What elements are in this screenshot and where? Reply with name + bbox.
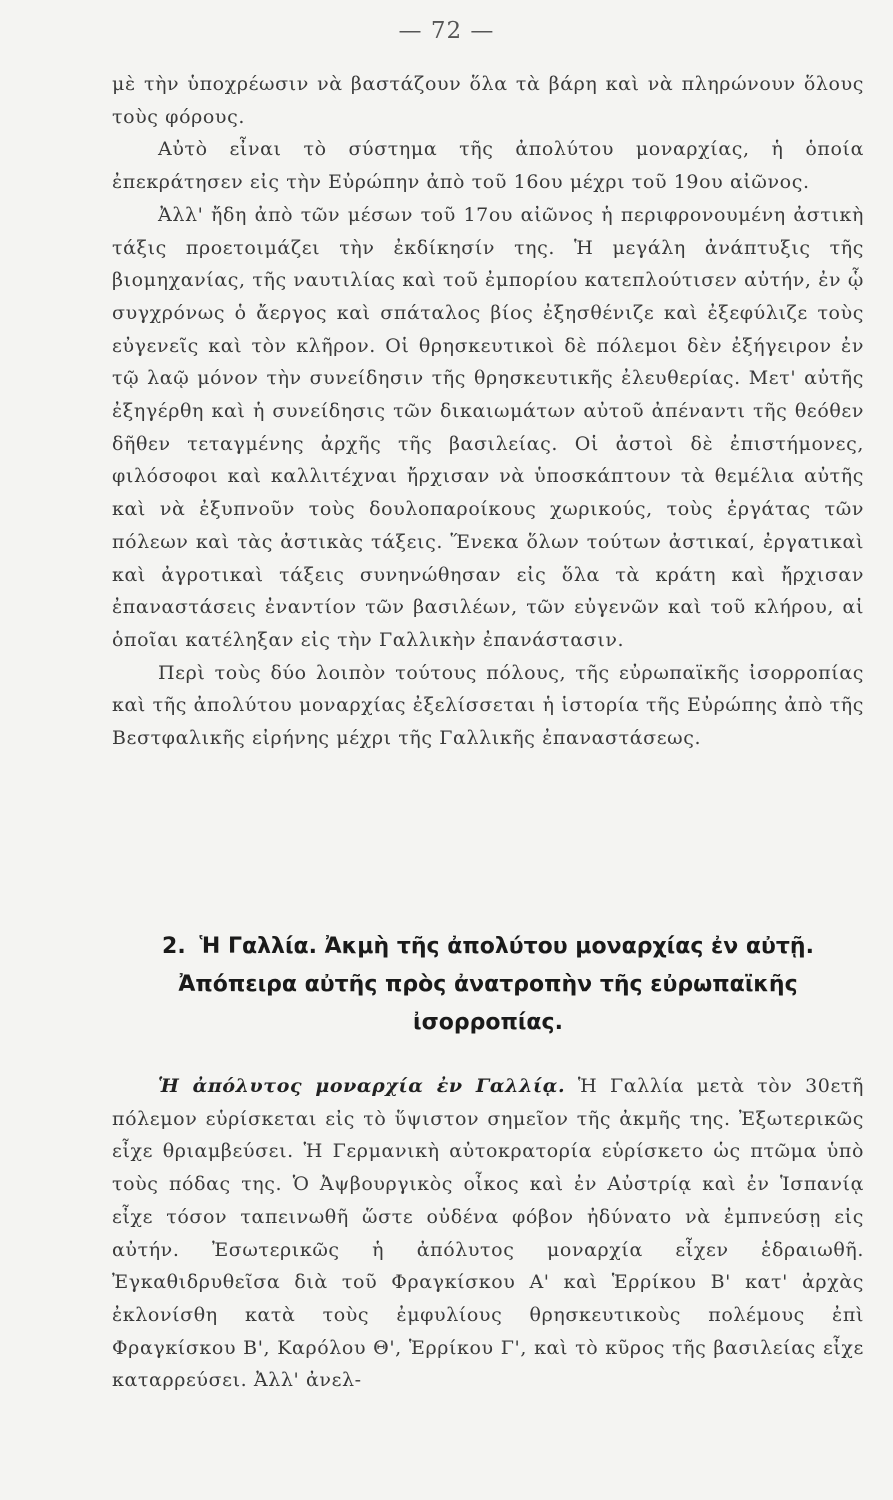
paragraph-bourgeoisie: Ἀλλ' ἤδη ἀπὸ τῶν μέσων τοῦ 17ου αἰῶνος ἡ περιφρονουμένη ἀστικὴ τάξις προετοιμάζει τὴν ἐκδίκησίν της. Ἡ μεγάλη ἀνάπτυξις τῆς βιομηχανίας, τῆς ναυτιλίας καὶ τοῦ ἐμπορίου κατεπλούτισεν αὐτήν, ἐν ᾧ συγχρόνως ὁ ἄεργος καὶ σπάταλος βίος ἐξησθένιζε καὶ ἐξεφύλιζε τοὺς εὐγενεῖς καὶ τὸν κλῆρον. Οἱ θρησκευτικοὶ δὲ πόλεμοι δὲν ἐξήγειρον ἐν τῷ λαῷ μόνον τὴν συνείδησιν τῆς θρησκευτικῆς ἐλευθερίας. Μετ' αὐτῆς ἐξηγέρθη καὶ ἡ συνείδησις τῶν δικαιωμάτων αὐτοῦ ἀπέναντι τῆς θεόθεν δῆθεν τεταγμένης ἀρχῆς τῆς βασιλείας. Οἱ ἀστοὶ δὲ ἐπιστήμονες, φιλόσοφοι καὶ καλλιτέχναι ἤρχισαν νὰ ὑποσκάπτουν τὰ θεμέλια αὐτῆς καὶ νὰ ἐξυπνοῦν τοὺς δουλοπαροίκους χωρικούς, τοὺς ἐργάτας τῶν πόλεων καὶ τὰς ἀστικὰς τάξεις. Ἕνεκα ὅλων τούτων ἀστικαί, ἐργατικαὶ καὶ ἀγροτικαὶ τάξεις συνηνώθησαν εἰς ὅλα τὰ κράτη καὶ ἤρχισαν ἐπαναστάσεις ἐναντίον τῶν βασιλέων, τῶν εὐγενῶν καὶ τοῦ κλήρου, αἱ ὁποῖαι κατέληξαν εἰς τὴν Γαλλικὴν ἐπανάστασιν. (112, 203, 864, 651)
section-title: Ἡ Γαλλία. Ἀκμὴ τῆς ἀπολύτου μοναρχίας ἐν αὐτῇ. Ἀπόπειρα αὐτῆς πρὸς ἀνατροπὴν τῆς εὐρωπαϊκῆς ἰσορροπίας. (178, 934, 814, 1035)
paragraph-two-poles: Περὶ τοὺς δύο λοιπὸν τούτους πόλους, τῆς εὐρωπαϊκῆς ἰσορροπίας καὶ τῆς ἀπολύτου μοναρχίας ἐξελίσσεται ἡ ἱστορία τῆς Εὐρώπης ἀπὸ τῆς Βεστφαλικῆς εἰρήνης μέχρι τῆς Γαλλικῆς ἐπαναστάσεως. (112, 661, 864, 750)
section-number: 2. (162, 934, 186, 959)
paragraph-lead-title: Ἡ ἀπόλυτος μοναρχία ἐν Γαλλίᾳ. (158, 1075, 566, 1097)
body-text-bottom (112, 1070, 864, 1397)
page-number: — 72 — (398, 18, 495, 44)
paragraph-continuation: μὲ τὴν ὑποχρέωσιν νὰ βαστάζουν ὅλα τὰ βάρη καὶ νὰ πληρώνουν ὅλους τοὺς φόρους. (112, 73, 864, 128)
section-heading (108, 928, 868, 1042)
paragraph-france-text: Ἡ Γαλλία μετὰ τὸν 30ετῆ πόλεμον εὑρίσκεται εἰς τὸ ὕψιστον σημεῖον τῆς ἀκμῆς της. Ἐξωτερικῶς εἶχε θριαμβεύσει. Ἡ Γερμανικὴ αὐτοκρατορία εὑρίσκετο ὡς πτῶμα ὑπὸ τοὺς πόδας της. Ὁ Ἀψβουργικὸς οἶκος καὶ ἐν Αὐστρίᾳ καὶ ἐν Ἱσπανίᾳ εἶχε τόσον ταπεινωθῆ ὥστε οὐδένα φόβον ἠδύνατο νὰ ἐμπνεύσῃ εἰς αὐτήν. Ἐσωτερικῶς ἡ ἀπόλυτος μοναρχία εἶχεν ἑδραιωθῆ. Ἐγκαθιδρυθεῖσα διὰ τοῦ Φραγκίσκου Α' καὶ Ἑρρίκου Β' κατ' ἀρχὰς ἐκλονίσθη κατὰ τοὺς ἐμφυλίους θρησκευτικοὺς πολέμους ἐπὶ Φραγκίσκου Β', Καρόλου Θ', Ἑρρίκου Γ', καὶ τὸ κῦρος τῆς βασιλείας εἶχε καταρρεύσει. Ἀλλ' ἀνελ- (112, 1075, 865, 1392)
body-text-top (112, 68, 864, 755)
paragraph-france (112, 1070, 864, 1397)
paragraph-absolute-monarchy: Αὐτὸ εἶναι τὸ σύστημα τῆς ἀπολύτου μοναρχίας, ἡ ὁποία ἐπεκράτησεν εἰς τὴν Εὐρώπην ἀπὸ τοῦ 16ου μέχρι τοῦ 19ου αἰῶνος. (112, 138, 864, 194)
